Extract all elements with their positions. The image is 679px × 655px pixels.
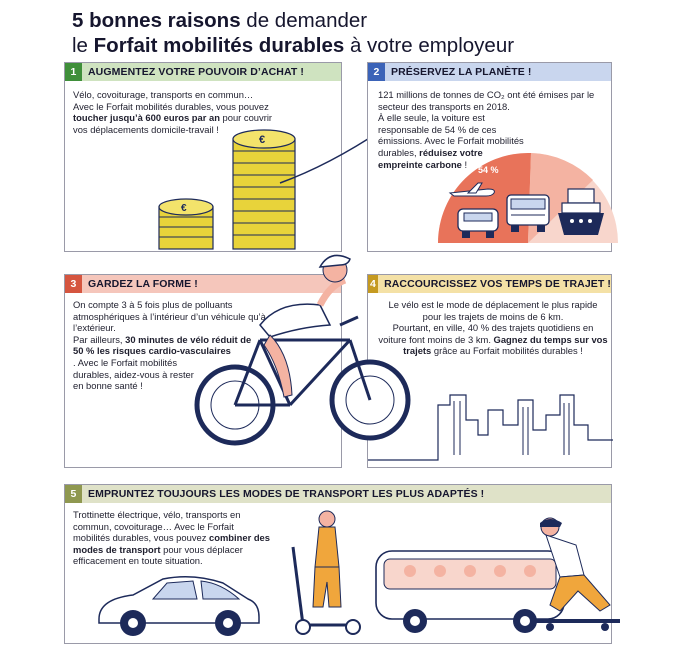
section-3-text: On compte 3 à 5 fois plus de polluants atmosphériques à l’intérieur d’un véhicule qu’à l’extérieur. Par ailleurs, 30 minutes de vélo réduit de 50 % les risques cardio-vasculaires . Avec le Forfait mobilités durables, aidez-vous à rester en bonne santé ! [73,299,266,392]
section-5-heading: 5 EMPRUNTEZ TOUJOURS LES MODES DE TRANSPORT LES PLUS ADAPTÉS ! [65,485,611,503]
coin-stack-small [159,199,213,249]
car-icon [456,205,500,239]
scooter-rider-illustration [285,507,365,637]
section-planet [367,62,612,252]
truck-icon [503,193,553,233]
title-line-1: 5 bonnes raisons de demander [72,9,368,32]
gauge-percent-label: 54 % [478,165,499,175]
section-purchasing-power [64,62,342,252]
scooter-stem [293,547,303,625]
section-1-heading: 1 AUGMENTEZ VOTRE POUVOIR D’ACHAT ! [65,63,341,81]
euro-icon: € [259,134,266,146]
car-illustration [93,569,263,639]
section-multimodal [64,484,612,644]
section-1-text: Vélo, covoiturage, transports en commun… Avec le Forfait mobilités durables, vous pouvez toucher jusqu’à 600 euros par an pour couvrir vos déplacements domicile-travail ! [73,89,273,135]
section-4-heading: 4 RACCOURCISSEZ VOS TEMPS DE TRAJET ! [368,275,611,293]
section-5-text: Trottinette électrique, vélo, transports en commun, covoiturage… Avec le Forfait mobilités durables, vous pouvez combiner des modes de transport pour vous déplacer efficacement en toute situation. [73,509,270,567]
cyclist-illustration [180,245,420,445]
plane-icon [448,181,498,201]
section-3-heading: 3 GARDEZ LA FORME ! [65,275,341,293]
page-title [72,8,662,58]
euro-icon: € [181,203,187,214]
title-line-2: le Forfait mobilités durables à votre employeur [72,34,515,57]
section-2-heading: 2 PRÉSERVEZ LA PLANÈTE ! [368,63,611,81]
ship-icon [556,187,606,237]
skateboarder-illustration [520,515,630,635]
section-4-text: Le vélo est le mode de déplacement le plus rapide pour les trajets de moins de 6 km. Pourtant, en ville, 40 % des trajets quotidiens en voiture font moins de 3 km. Gagnez du temps sur vos trajets grâce au Forfait mobilités durables ! [378,299,608,357]
section-2-text: 121 millions de tonnes de CO₂ ont été émises par le secteur des transports en 2018. À elle seule, la voiture est responsable de 54 % de ces émissions. Avec le Forfait mobilités durables, réduisez votre empreinte carbone ! [378,89,595,170]
cyclist-figure [260,255,350,397]
